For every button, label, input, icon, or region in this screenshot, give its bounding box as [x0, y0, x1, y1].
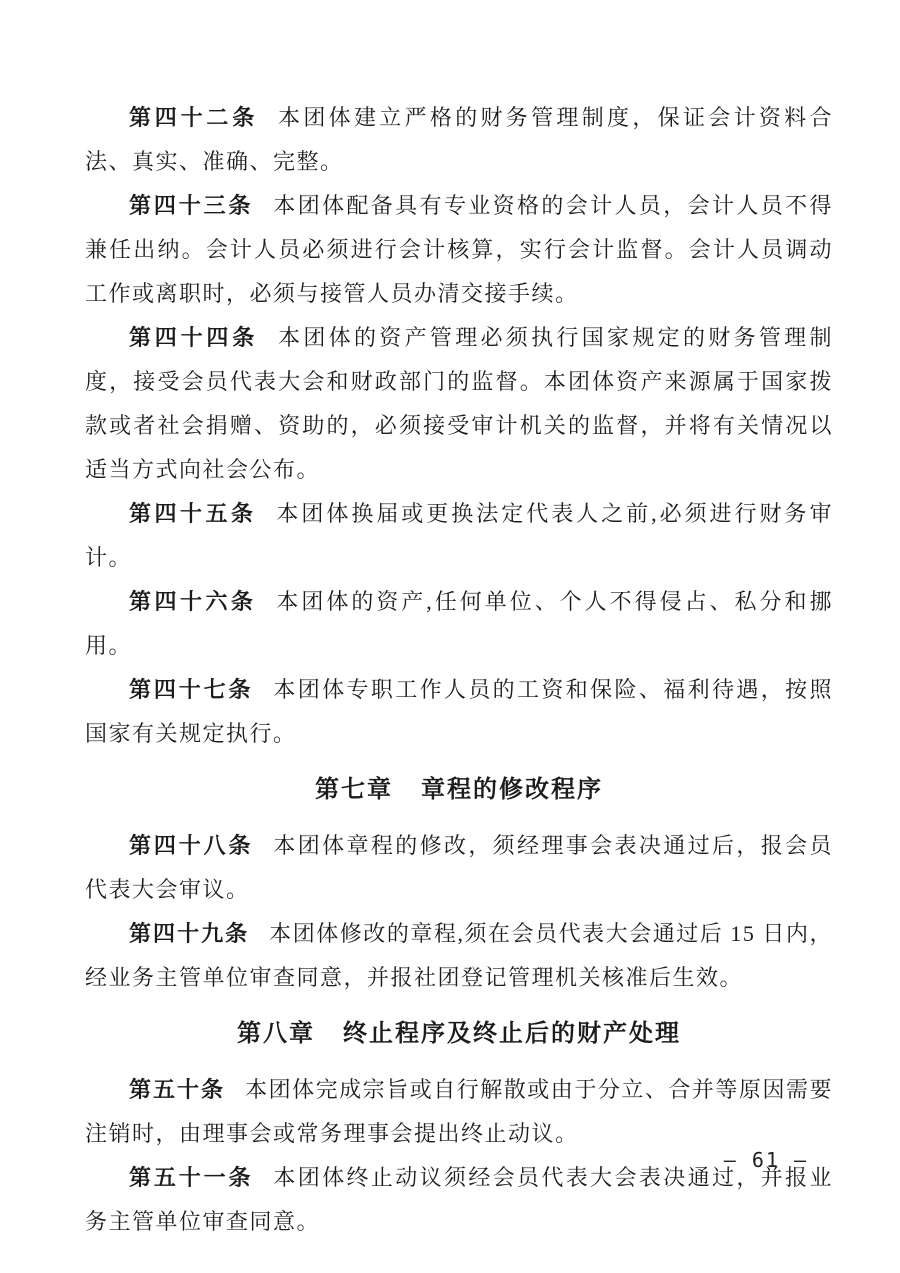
- article-47: [85, 668, 833, 756]
- article-51-text: 本团体终止动议须经会员代表大会表决通过，并报业务主管单位审查同意。: [85, 1165, 833, 1234]
- article-43-text: 本团体配备具有专业资格的会计人员，会计人员不得兼任出纳。会计人员必须进行会计核算，实行会计监督。会计人员调动工作或离职时，必须与接管人员办清交接手续。: [85, 193, 833, 306]
- article-46-text: 本团体的资产,任何单位、个人不得侵占、私分和挪用。: [85, 589, 833, 658]
- article-47-number: 第四十七条: [129, 677, 254, 702]
- article-46: [85, 580, 833, 668]
- article-48-number: 第四十八条: [129, 833, 254, 858]
- article-44-text: 本团体的资产管理必须执行国家规定的财务管理制度，接受会员代表大会和财政部门的监督。本团体资产来源属于国家拨款或者社会捐赠、资助的，必须接受审计机关的监督，并将有关情况以适当方式向社会公布。: [85, 325, 833, 482]
- article-42-number: 第四十二条: [129, 105, 259, 130]
- charter-content: [85, 96, 833, 1244]
- article-49-number: 第四十九条: [129, 921, 250, 946]
- article-43-number: 第四十三条: [129, 193, 254, 218]
- article-42: [85, 96, 833, 184]
- chapter-7-heading: [85, 768, 833, 812]
- chapter-7-title: 章程的修改程序: [421, 776, 603, 803]
- article-49-text: 本团体修改的章程,须在会员代表大会通过后 15 日内，经业务主管单位审查同意，并报社团登记管理机关核准后生效。: [85, 921, 833, 990]
- article-51-number: 第五十一条: [129, 1165, 254, 1190]
- article-47-text: 本团体专职工作人员的工资和保险、福利待遇，按照国家有关规定执行。: [85, 677, 833, 746]
- article-51: [85, 1156, 833, 1244]
- article-45-number: 第四十五条: [129, 501, 257, 526]
- article-49: [85, 912, 833, 1000]
- chapter-8-number: 第八章: [237, 1020, 315, 1047]
- article-50-number: 第五十条: [129, 1077, 226, 1102]
- article-42-text: 本团体建立严格的财务管理制度，保证会计资料合法、真实、准确、完整。: [85, 105, 833, 174]
- chapter-7-number: 第七章: [315, 776, 393, 803]
- article-46-number: 第四十六条: [129, 589, 257, 614]
- article-50-text: 本团体完成宗旨或自行解散或由于分立、合并等原因需要注销时，由理事会或常务理事会提出终止动议。: [85, 1077, 833, 1146]
- page-number: – 61 –: [723, 1148, 808, 1172]
- article-43: [85, 184, 833, 316]
- page-footer: [724, 1148, 808, 1172]
- article-44-number: 第四十四条: [129, 325, 259, 350]
- chapter-8-heading: [85, 1012, 833, 1056]
- article-48-text: 本团体章程的修改，须经理事会表决通过后，报会员代表大会审议。: [85, 833, 833, 902]
- article-45-text: 本团体换届或更换法定代表人之前,必须进行财务审计。: [85, 501, 833, 570]
- article-48: [85, 824, 833, 912]
- article-45: [85, 492, 833, 580]
- chapter-8-title: 终止程序及终止后的财产处理: [343, 1020, 681, 1047]
- article-44: [85, 316, 833, 492]
- article-50: [85, 1068, 833, 1156]
